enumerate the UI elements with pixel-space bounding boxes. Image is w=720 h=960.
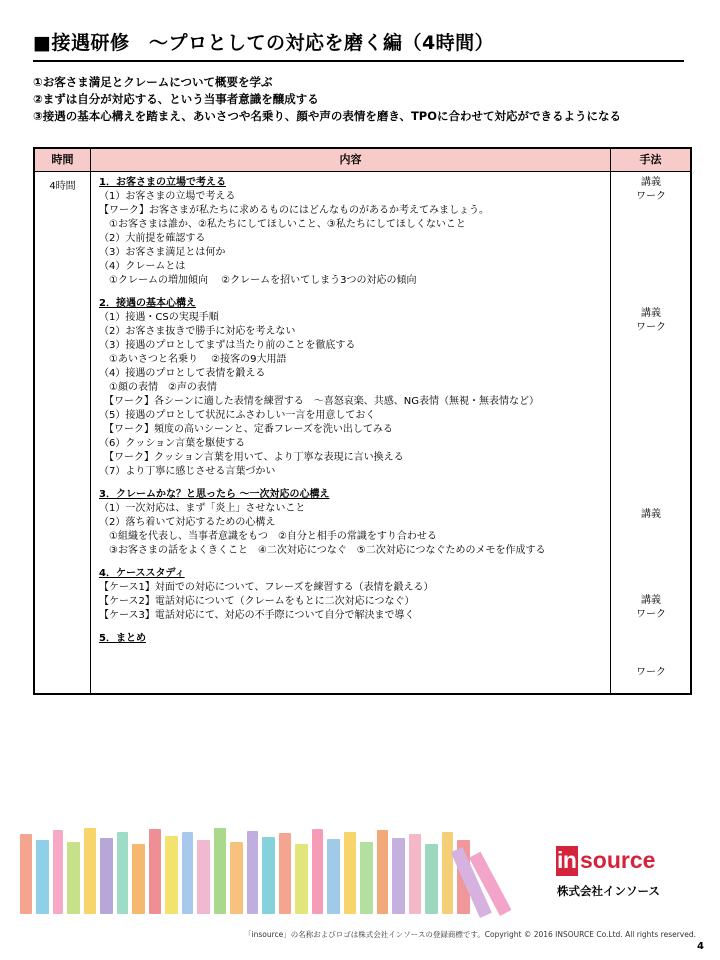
section-heading: 5．まとめ [99, 633, 146, 644]
content-line: 【ケース2】電話対応について（クレームをもとに二次対応につなぐ） [99, 596, 415, 607]
method-label: ワーク [636, 667, 666, 678]
table-header-row [35, 149, 690, 172]
method-label: 講義 [641, 509, 661, 520]
content-line: （4）接遇のプロとして表情を鍛える [99, 368, 266, 379]
section-spacer [99, 623, 609, 632]
schedule-table [33, 147, 692, 695]
content-line: （3）お客さま満足とは何か [99, 247, 226, 258]
page-title: ■接遇研修 ～プロとしての対応を磨く編（4時間） [33, 32, 495, 54]
content-line: （1）一次対応は、まず「炎上」させないこと [99, 503, 306, 514]
method-cell-section-3 [613, 508, 689, 522]
content-line: ①クレームの増加傾向 ②クレームを招いてしまう3つの対応の傾向 [99, 275, 417, 286]
method-label: 講義 [641, 177, 661, 188]
section-heading: 2．接遇の基本心構え [99, 298, 196, 309]
content-line: ①お客さまは誰か、②私たちにしてほしいこと、③私たちにしてほしくないこと [99, 219, 466, 230]
page-number: 4 [697, 941, 704, 952]
method-label: 講義 [641, 595, 661, 606]
logo-text-source: source [580, 847, 656, 873]
content-line: ①顔の表情 ②声の表情 [99, 382, 217, 393]
section-spacer [99, 288, 609, 297]
header-time: 時間 [51, 153, 74, 166]
logo-text-in: in [557, 847, 577, 873]
content-cell [99, 176, 609, 646]
section-spacer [99, 558, 609, 567]
content-line: （7）より丁寧に感じさせる言葉づかい [99, 466, 276, 477]
method-label: 講義 [641, 308, 661, 319]
content-line: （4）クレームとは [99, 261, 186, 272]
title-underline [33, 60, 684, 62]
method-label: ワーク [636, 609, 666, 620]
objective-item: ②まずは自分が対応する、という当事者意識を醸成する [33, 92, 319, 106]
section-heading: 1．お客さまの立場で考える [99, 177, 226, 188]
content-line: ①あいさつと名乗り ②接客の9大用語 [99, 354, 287, 365]
column-divider [90, 149, 91, 693]
method-label: ワーク [636, 191, 666, 202]
content-line: ③お客さまの話をよくきくこと ④二次対応につなぐ ⑤二次対応につなぐためのメモを作成する [99, 545, 546, 556]
content-line: （2）落ち着いて対応するための心構え [99, 517, 276, 528]
copyright-footer: 「insource」の名称およびロゴは株式会社インソースの登録商標です。Copyright © 2016 INSOURCE Co.Ltd. All rights reserved. [244, 930, 696, 939]
content-line: 【ケース1】対面での対応について、フレーズを練習する（表情を鍛える） [99, 582, 434, 593]
content-line: （3）接遇のプロとしてまずは当たり前のことを徹底する [99, 340, 356, 351]
content-line: 【ケース3】電話対応にて、対応の不手際について自分で解決まで導く [99, 610, 415, 621]
section-heading: 4．ケーススタディ [99, 568, 185, 579]
method-cell-section-2 [613, 307, 689, 335]
section-heading: 3．クレームかな？と思ったら ～一次対応の心構え [99, 489, 330, 500]
header-method: 手法 [639, 153, 662, 166]
objective-item: ③接遇の基本心構えを踏まえ、あいさつや名乗り、顔や声の表情を磨き、TPOに合わせて対応ができるようになる [33, 109, 622, 123]
column-divider [610, 149, 611, 693]
method-cell-section-1 [613, 176, 689, 204]
method-label: ワーク [636, 322, 666, 333]
content-line: （6）クッション言葉を駆使する [99, 438, 246, 449]
method-cell-section-4 [613, 594, 689, 622]
objective-item: ①お客さま満足とクレームについて概要を学ぶ [33, 75, 273, 89]
content-line: （5）接遇のプロとして状況にふさわしい一言を用意しておく [99, 410, 376, 421]
section-spacer [99, 479, 609, 488]
content-line: 【ワーク】頻度の高いシーンと、定番フレーズを洗い出してみる [99, 424, 393, 435]
company-name: 株式会社インソース [557, 884, 660, 898]
content-line: （2）大前提を確認する [99, 233, 206, 244]
content-line: ①組織を代表し、当事者意識をもつ ②自分と相手の常識をすり合わせる [99, 531, 437, 542]
content-line: （1）接遇・CSの実現手順 [99, 312, 219, 323]
objectives-list [33, 74, 693, 125]
content-line: 【ワーク】各シーンに適した表情を練習する ～喜怒哀楽、共感、NG表情（無視・無表情など） [99, 396, 540, 407]
time-cell: 4時間 [49, 181, 76, 192]
header-content: 内容 [339, 153, 362, 166]
method-cell-section-5 [613, 666, 689, 680]
content-line: 【ワーク】クッション言葉を用いて、より丁寧な表現に言い換える [99, 452, 404, 463]
content-line: （1）お客さまの立場で考える [99, 191, 236, 202]
content-line: 【ワーク】お客さまが私たちに求めるものにはどんなものがあるか考えてみましょう。 [99, 205, 489, 216]
content-line: （2）お客さま抜きで勝手に対応を考えない [99, 326, 296, 337]
